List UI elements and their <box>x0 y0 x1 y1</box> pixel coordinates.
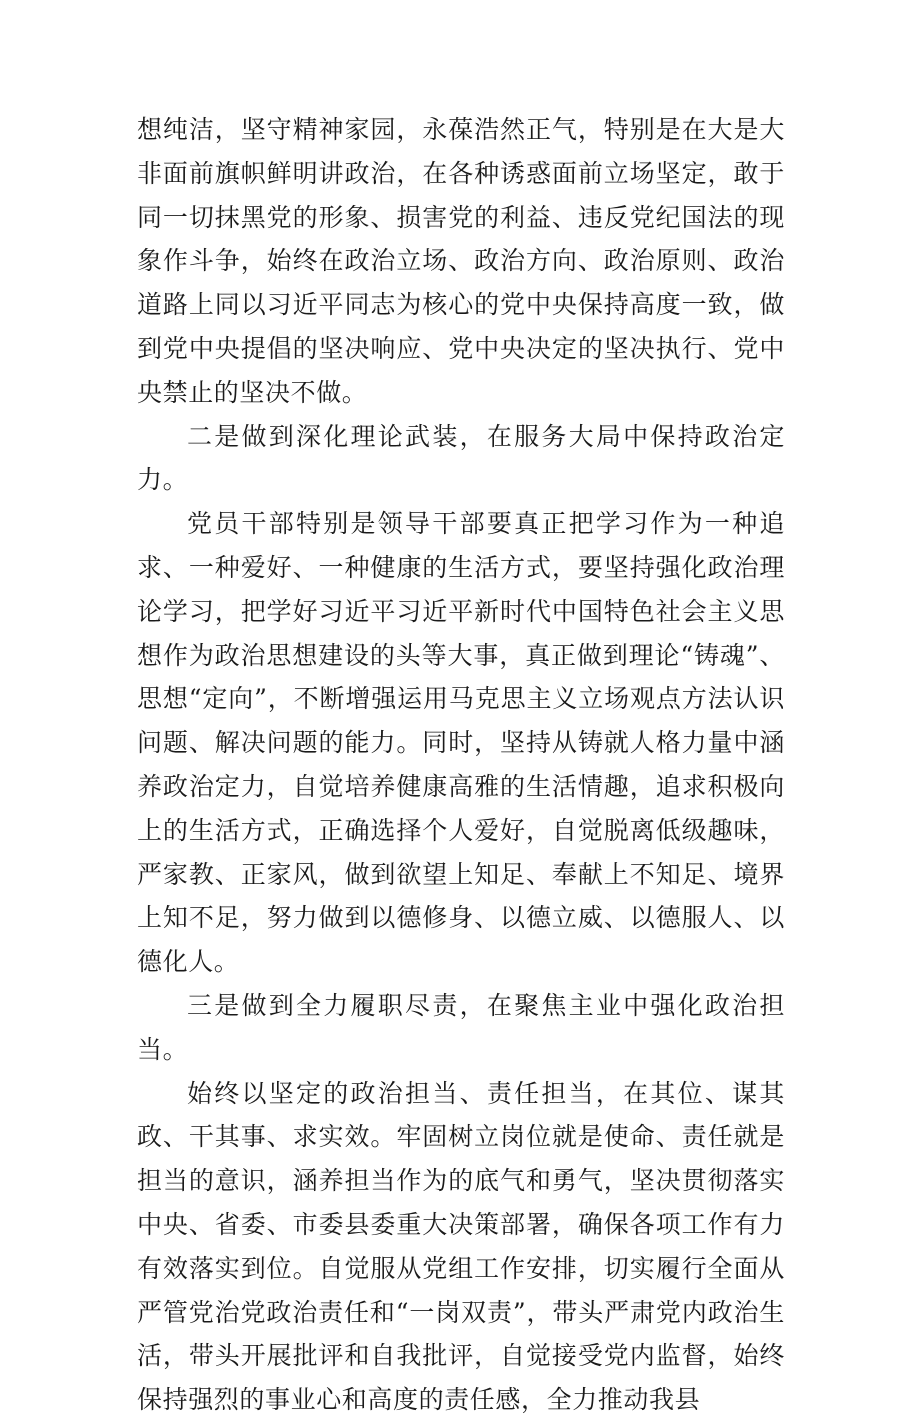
paragraph-duty-performance: 始终以坚定的政治担当、责任担当，在其位、谋其政、干其事、求实效。牢固树立岗位就是使命、责任就是担当的意识，涵养担当作为的底气和勇气，坚决贯彻落实中央、省委、市委县委重大决策部署，确保各项工作有力有效落实到位。自觉服从党组工作安排，切实履行全面从严管党治党政治责任和“一岗双责”，带头严肃党内政治生活，带头开展批评和自我批评，自觉接受党内监督，始终保持强烈的事业心和高度的责任感，全力推动我县 <box>137 1078 785 1415</box>
paragraph-theory-study: 党员干部特别是领导干部要真正把学习作为一种追求、一种爱好、一种健康的生活方式，要坚持强化政治理论学习，把学好习近平习近平新时代中国特色社会主义思想作为政治思想建设的头等大事，真正做到理论“铸魂”、思想“定向”，不断增强运用马克思主义立场观点方法认识问题、解决问题的能力。同时，坚持从铸就人格力量中涵养政治定力，自觉培养健康高雅的生活情趣，追求积极向上的生活方式，正确选择个人爱好，自觉脱离低级趣味，严家教、正家风，做到欲望上知足、奉献上不知足、境界上知不足，努力做到以德修身、以德立威、以德服人、以德化人。 <box>137 509 785 977</box>
section-heading-three: 三是做到全力履职尽责，在聚焦主业中强化政治担当。 <box>137 990 785 1064</box>
section-heading-two: 二是做到深化理论武装，在服务大局中保持政治定力。 <box>137 421 785 495</box>
paragraph-continuation: 想纯洁，坚守精神家园，永葆浩然正气，特别是在大是大非面前旗帜鲜明讲政治，在各种诱惑面前立场坚定，敢于同一切抹黑党的形象、损害党的利益、违反党纪国法的现象作斗争，始终在政治立场、政治方向、政治原则、政治道路上同以习近平同志为核心的党中央保持高度一致，做到党中央提倡的坚决响应、党中央决定的坚决执行、党中央禁止的坚决不做。 <box>137 115 785 407</box>
document-body <box>137 108 785 1422</box>
